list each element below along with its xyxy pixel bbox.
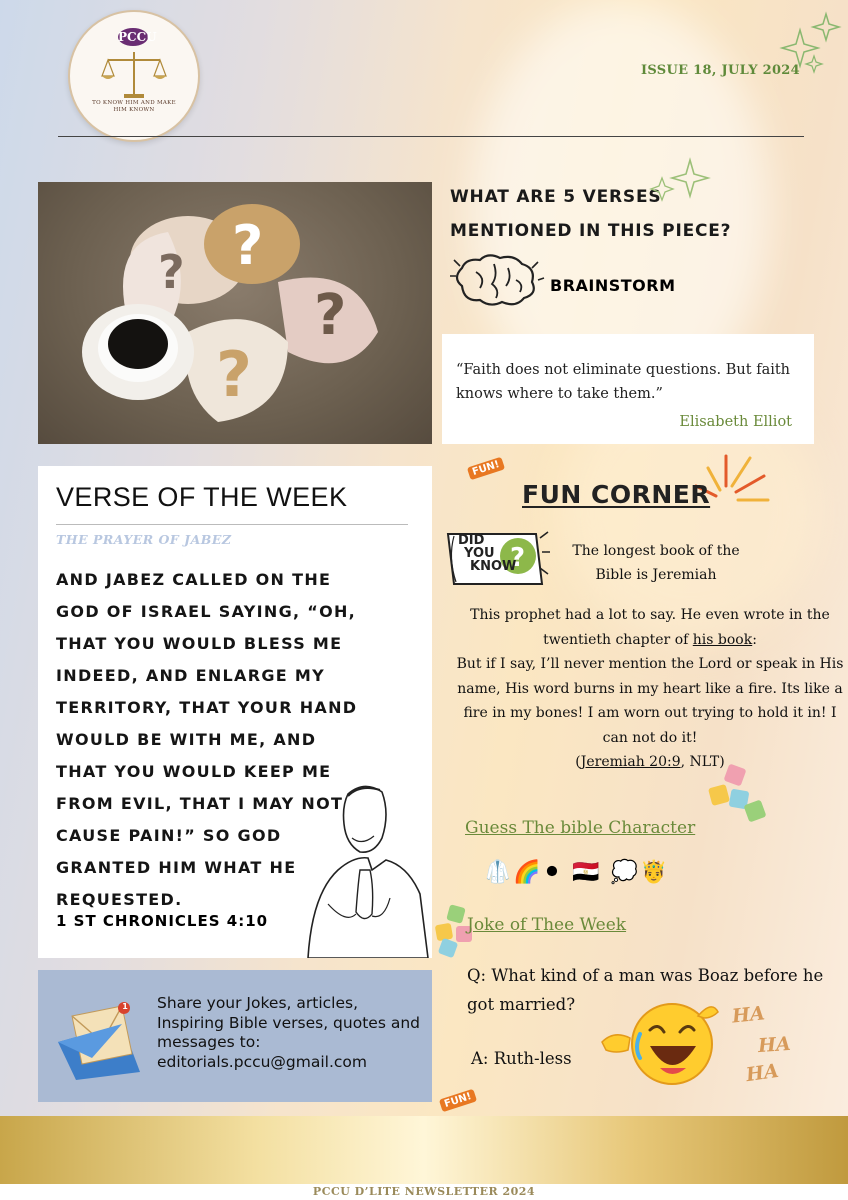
passage-intro: This prophet had a lot to say. He even wrote in the twentieth chapter of (470, 607, 830, 648)
haha-text-2: HA (757, 1032, 792, 1058)
brain-icon (446, 250, 550, 314)
verse-body: AND JABEZ CALLED ON THE GOD OF ISRAEL SAYING, “OH, THAT YOU WOULD BLESS ME INDEED, AND ENLARGE MY TERRITORY, THAT YOUR HAND WOULD BE WITH ME, AND THAT YOU WOULD KEEP ME FROM EVIL, THAT I MAY NOT CAUSE PAIN!” SO GOD GRANTED HIM WHAT HE REQUESTED. (56, 570, 358, 909)
his-book-link[interactable]: his book (692, 631, 753, 648)
haha-text-3: HA (744, 1059, 781, 1087)
quote-author: Elisabeth Elliot (679, 414, 792, 430)
svg-text:?: ? (510, 543, 526, 573)
did-you-know-label (458, 534, 516, 573)
svg-text:?: ? (216, 338, 252, 411)
haha-text-1: HA (730, 1002, 766, 1028)
brainstorm-question (450, 180, 790, 248)
brainstorm-question-line1: WHAT ARE 5 VERSES (450, 187, 662, 207)
share-box (38, 970, 432, 1102)
did-you-know-fact (556, 539, 756, 587)
brainstorm-label: BRAINSTORM (550, 276, 676, 295)
guess-emoji-clues: 🥼🌈⚫ 🇪🇬 💭🤴 (484, 860, 670, 885)
logo-abbr: PCCU (118, 30, 157, 44)
svg-text:?: ? (314, 283, 347, 348)
passage-quote: But if I say, I’ll never mention the Lord or speak in His name, His word burns in my heart like a fire. Its like a fire in my bones! I am worn out trying to hold it in! I can not do it! (456, 656, 844, 746)
share-text: Share your Jokes, articles, Inspiring Bible verses, quotes and messages to: editorials.pccu@gmail.com (157, 994, 420, 1071)
joke-answer: A: Ruth-less (471, 1049, 572, 1068)
notification-badge: 1 (122, 1002, 128, 1011)
mail-envelope-icon (52, 998, 148, 1082)
svg-text:?: ? (158, 245, 185, 299)
footer-text: PCCU D’LITE NEWSLETTER 2024 (0, 1184, 848, 1200)
puzzle-pieces-icon (706, 764, 768, 828)
verse-reference: 1 ST CHRONICLES 4:10 (56, 912, 269, 930)
joke-question: Q: What kind of a man was Boaz before he got married? (467, 966, 824, 1014)
gold-footer-band (0, 1116, 848, 1184)
verse-title: VERSE OF THE WEEK (56, 482, 348, 512)
verse-of-the-week-box (38, 466, 432, 958)
brainstorm-question-line2: MENTIONED IN THIS PIECE? (450, 221, 732, 241)
jeremiah-passage (452, 603, 848, 775)
guess-character-title: Guess The bible Character (465, 818, 696, 838)
laughing-emoji-icon (600, 988, 730, 1098)
issue-label: ISSUE 18, JULY 2024 (641, 63, 800, 78)
verse-title-divider (56, 524, 408, 525)
verse-subtitle: THE PRAYER OF JABEZ (56, 532, 232, 547)
pccu-logo (68, 10, 200, 142)
fun-tag: FUN! (467, 457, 505, 480)
quote-box (442, 334, 814, 444)
joke-title: Joke of Thee Week (467, 915, 627, 935)
ref-open: ( (575, 754, 581, 770)
quote-text: “Faith does not eliminate questions. But faith knows where to take them.” (456, 362, 791, 402)
svg-text:?: ? (232, 214, 264, 277)
dyk-word-1: DID (458, 533, 485, 548)
logo-motto: TO KNOW HIM AND MAKE HIM KNOWN (92, 100, 176, 113)
scales-icon (100, 50, 168, 100)
dyk-word-2: YOU (464, 546, 495, 561)
dyk-word-3: KNOW (470, 559, 517, 574)
fun-tag: FUN! (439, 1089, 477, 1112)
passage-colon: : (752, 631, 757, 648)
jeremiah-reference-link[interactable]: Jeremiah 20:9 (580, 754, 681, 770)
question-marks-coffee-photo (38, 182, 432, 444)
praying-man-illustration (298, 774, 432, 958)
sparkle-icon (646, 156, 716, 212)
photo-illustration (38, 182, 432, 444)
header-divider (58, 136, 804, 137)
ref-rest: , NLT) (680, 754, 725, 770)
dyk-line-2: Bible is Jeremiah (595, 567, 717, 583)
dyk-line-1: The longest book of the (572, 543, 740, 559)
fun-corner-title: FUN CORNER (522, 480, 711, 509)
